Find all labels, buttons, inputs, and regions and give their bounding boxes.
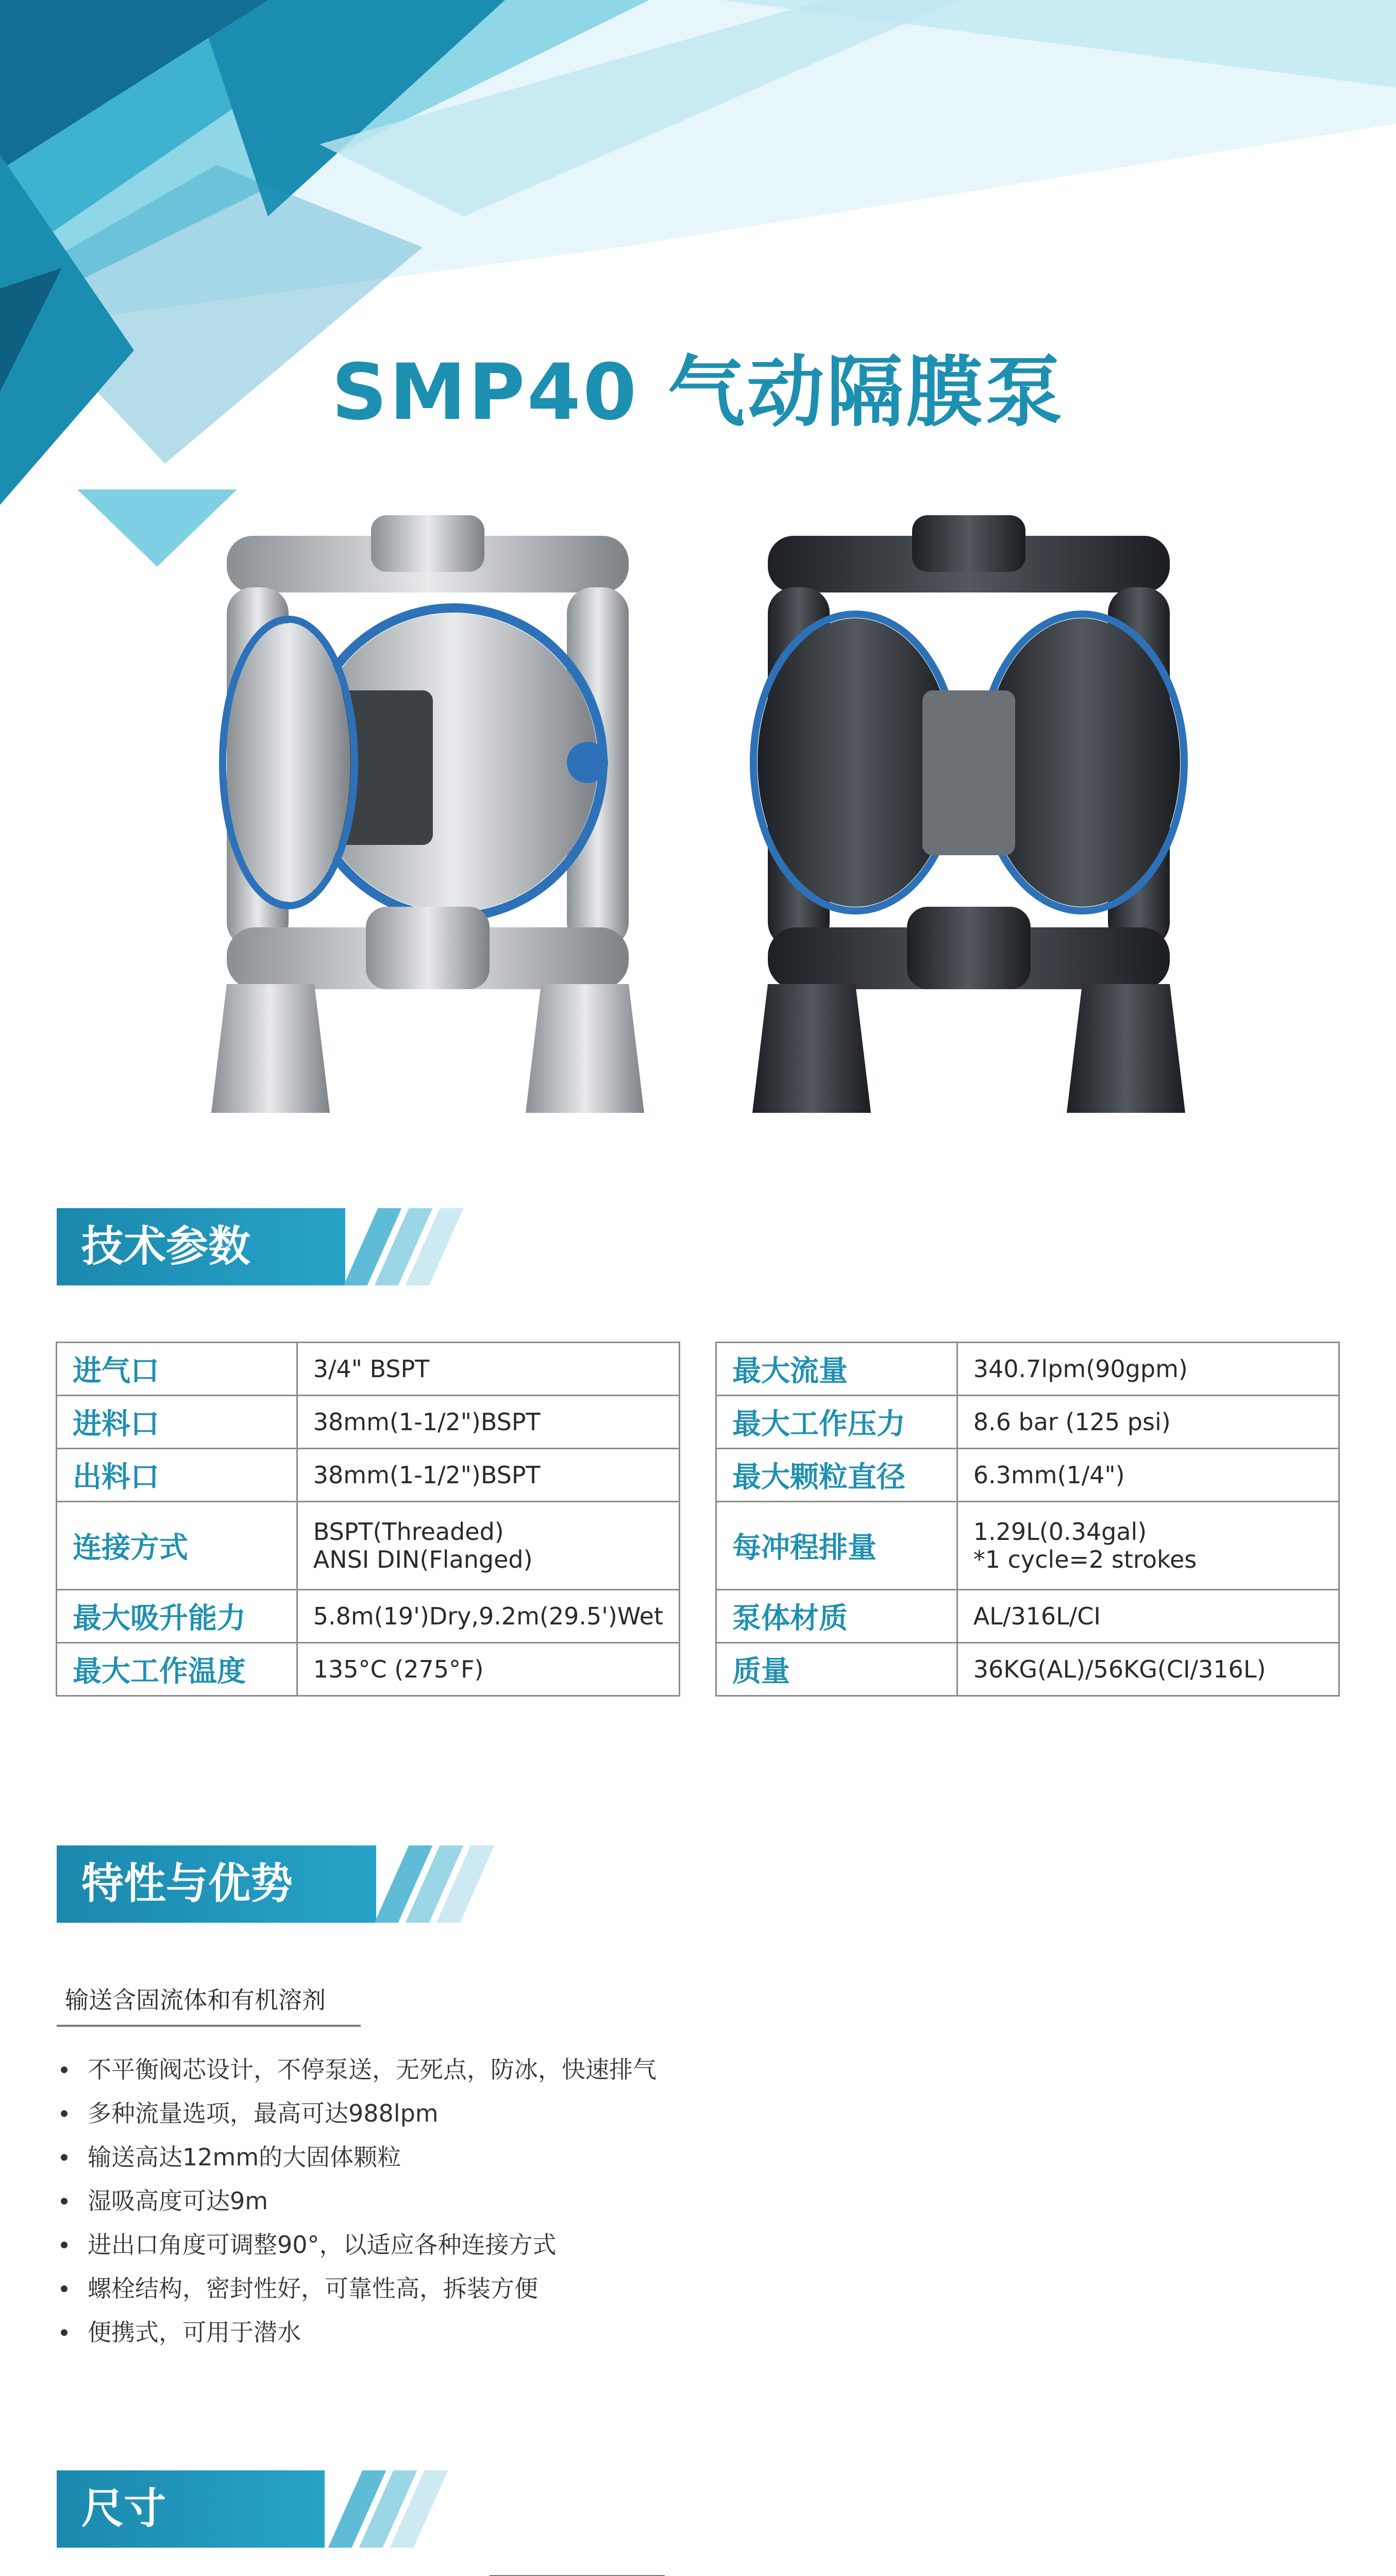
table-row [57,1590,680,1643]
spec-value [297,1502,679,1590]
spec-key: 最大颗粒直径 [716,1449,957,1502]
table-row [57,1343,680,1396]
section-title-dimensions: 尺寸 [81,2484,166,2533]
section-header-dimensions [57,2470,428,2548]
table-row [716,1343,1339,1396]
features-subtitle: 输送含固流体和有机溶剂 [65,1986,326,2014]
dimension-drawing-side [433,2566,721,2576]
divider [57,2025,361,2027]
table-row [716,1396,1339,1449]
spec-key: 最大工作温度 [57,1643,297,1696]
spec-key: 最大吸升能力 [57,1590,297,1643]
spec-key: 进料口 [57,1396,297,1449]
spec-table-right [715,1342,1340,1697]
spec-value: 6.3mm(1/4") [957,1449,1339,1502]
spec-value: AL/316L/CI [957,1590,1339,1643]
section-header-features [57,1845,479,1923]
spec-value-line: BSPT(Threaded) [313,1518,504,1546]
spec-value: 340.7lpm(90gpm) [957,1343,1339,1396]
spec-value [957,1502,1339,1590]
spec-key: 每冲程排量 [716,1502,957,1590]
spec-key: 最大工作压力 [716,1396,957,1449]
spec-value: 5.8m(19')Dry,9.2m(29.5')Wet [297,1590,679,1643]
table-row [57,1643,680,1696]
performance-chart [763,2571,1309,2576]
spec-value: 8.6 bar (125 psi) [957,1396,1339,1449]
spec-key: 连接方式 [57,1502,297,1590]
pump-image-cast-iron [737,505,1201,1123]
table-row [716,1590,1339,1643]
list-item: 便携式，可用于潜水 [57,2311,657,2354]
table-row [716,1449,1339,1502]
list-item: 输送高达12mm的大固体颗粒 [57,2136,657,2179]
spec-value-line: 1.29L(0.34gal) [973,1518,1147,1546]
spec-value-line: *1 cycle=2 strokes [973,1546,1197,1573]
list-item: 多种流量选项，最高可达988lpm [57,2092,657,2136]
spec-value-line: ANSI DIN(Flanged) [313,1546,533,1573]
table-row [57,1449,680,1502]
spec-key: 泵体材质 [716,1590,957,1643]
spec-value: 38mm(1-1/2")BSPT [297,1449,679,1502]
section-title-features: 特性与优势 [81,1859,293,1908]
table-row [716,1502,1339,1590]
table-row [57,1502,680,1590]
spec-key: 最大流量 [716,1343,957,1396]
section-header-specs [57,1208,448,1285]
spec-value: 3/4" BSPT [297,1343,679,1396]
spec-key: 出料口 [57,1449,297,1502]
list-item: 螺栓结构，密封性好，可靠性高，拆装方便 [57,2267,657,2311]
spec-key: 进气口 [57,1343,297,1396]
spec-value: 135°C (275°F) [297,1643,679,1696]
list-item: 湿吸高度可达9m [57,2179,657,2223]
page-title: SMP40 气动隔膜泵 [331,348,1065,437]
spec-table-left [56,1342,680,1697]
pump-image-stainless [196,505,660,1123]
top-decoration [0,0,1396,592]
list-item: 不平衡阀芯设计，不停泵送，无死点，防冰，快速排气 [57,2048,657,2092]
list-item: 进出口角度可调整90°，以适应各种连接方式 [57,2223,657,2267]
features-list [57,2048,657,2354]
section-title-specs: 技术参数 [81,1222,251,1271]
spec-key: 质量 [716,1643,957,1696]
spec-value: 38mm(1-1/2")BSPT [297,1396,679,1449]
table-row [716,1643,1339,1696]
spec-value: 36KG(AL)/56KG(CI/316L) [957,1643,1339,1696]
table-row [57,1396,680,1449]
